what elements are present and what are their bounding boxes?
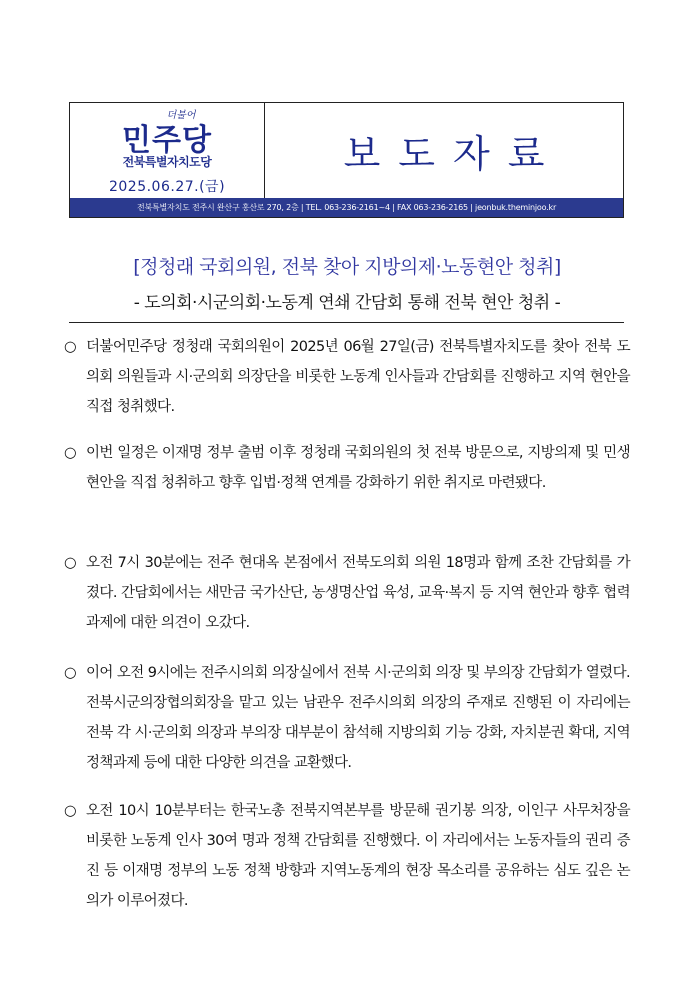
bullet-icon: ○ <box>64 665 77 681</box>
paragraph-text: 오전 10시 10분부터는 한국노총 전북지역본부를 방문해 권기봉 의장, 이인구 사무처장을 비롯한 노동계 인사 30여 명과 정책 간담회를 진행했다. 이 자리에서는 노동자들의 권리 증진 등 이재명 정부의 노동 정책 방향과 지역노동계의 현장 목소리를 공유하는 심도 깊은 논의가 이루어졌다. <box>86 803 630 909</box>
party-logo-block <box>70 103 265 198</box>
press-title: 보도자료 <box>343 132 563 176</box>
logo-tagline: 더불어 <box>166 110 196 121</box>
paragraph <box>64 438 630 498</box>
contact-bar: 전북특별자치도 전주시 완산구 홍산로 270, 2층 | TEL. 063-236-2161~4 | FAX 063-236-2165 | jeonbuk.theminjoo.kr <box>70 198 623 217</box>
bullet-icon: ○ <box>64 445 77 461</box>
bullet-icon: ○ <box>64 555 77 571</box>
bullet-icon: ○ <box>64 339 77 355</box>
paragraph <box>64 796 630 916</box>
paragraph-text: 더불어민주당 정청래 국회의원이 2025년 06월 27일(금) 전북특별자치도를 찾아 전북 도의회 의원들과 시·군의회 의장단을 비롯한 노동계 인사들과 간담회를 진행하고 지역 현안을 직접 청취했다. <box>86 339 630 415</box>
paragraph-text: 오전 7시 30분에는 전주 현대옥 본점에서 전북도의회 의원 18명과 함께 조찬 간담회를 가졌다. 간담회에서는 새만금 국가산단, 농생명산업 육성, 교육·복지 등 지역 현안과 향후 협력과제에 대한 의견이 오갔다. <box>86 555 630 631</box>
paragraph-text: 이어 오전 9시에는 전주시의회 의장실에서 전북 시·군의회 의장 및 부의장 간담회가 열렸다. 전북시군의장협의회장을 맡고 있는 남관우 전주시의회 의장의 주재로 진행된 이 자리에는 전북 각 시·군의회 의장과 부의장 대부분이 참석해 지방의회 기능 강화, 자치분권 확대, 지역 정책과제 등에 대한 다양한 의견을 교환했다. <box>86 665 630 771</box>
paragraph-text: 이번 일정은 이재명 정부 출범 이후 정청래 국회의원의 첫 전북 방문으로, 지방의제 및 민생 현안을 직접 청취하고 향후 입법·정책 연계를 강화하기 위한 취지로 마련됐다. <box>86 445 630 491</box>
subheadline: - 도의회·시군의회·노동계 연쇄 간담회 통해 전북 현안 청취 - <box>133 293 561 313</box>
release-date: 2025.06.27.(금) <box>108 179 226 195</box>
divider <box>69 322 624 323</box>
paragraph <box>64 548 630 638</box>
press-release-header <box>69 102 624 218</box>
press-title-block <box>265 103 623 198</box>
bullet-icon: ○ <box>64 803 77 819</box>
logo-region-name: 전북특별자치도당 <box>122 155 212 169</box>
logo-party-name: 민주당 <box>122 123 212 158</box>
paragraph <box>64 658 630 778</box>
paragraph <box>64 332 630 422</box>
headline: [정청래 국회의원, 전북 찾아 지방의제·노동현안 청취] <box>133 256 561 278</box>
